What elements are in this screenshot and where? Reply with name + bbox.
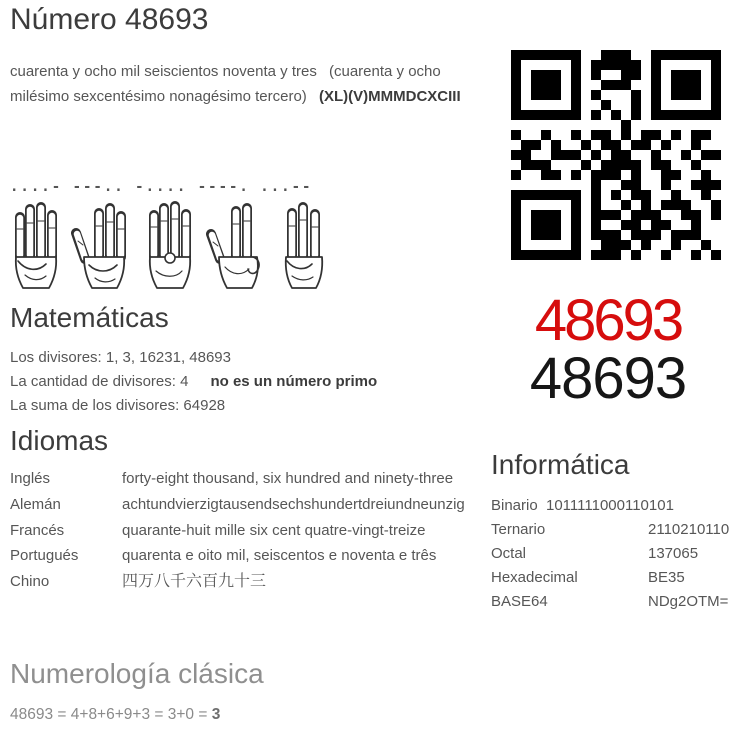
base-value: NDg2OTM= [648, 593, 729, 610]
hand-signs [4, 201, 336, 289]
base-label: Octal [491, 545, 527, 562]
language-value: 四万八千六百九十三 [122, 573, 267, 591]
table-row [10, 569, 470, 595]
divisor-sum-line: La suma de los divisores: 64928 [10, 397, 226, 415]
table-row [491, 494, 743, 518]
hand-sign-6-icon [138, 201, 202, 289]
base-label: Ternario [491, 521, 546, 538]
hand-sign-4-icon [4, 201, 68, 289]
equation-result: 3 [211, 706, 221, 723]
base-value: BE35 [648, 569, 685, 586]
description-ordinal: (cuarenta y ocho milésimo sexcentésimo nonagésimo tercero) [10, 63, 441, 105]
language-value: quarenta e oito mil, seiscentos e noventa e três [122, 547, 437, 565]
table-row [491, 518, 743, 542]
language-label: Francés [10, 521, 65, 539]
base-label: Binario [491, 497, 538, 514]
equation-prefix: 48693 = 4+8+6+9+3 = 3+0 = [10, 706, 212, 723]
description-words: cuarenta y ocho mil seiscientos noventa y tres [10, 63, 317, 80]
base-label: BASE64 [491, 593, 548, 610]
not-prime-note: no es un número primo [210, 373, 378, 391]
language-value: achtundvierzigtausendsechshundertdreiundneunzig [122, 495, 465, 513]
language-value: forty-eight thousand, six hundred and ninety-three [122, 470, 454, 487]
language-label: Inglés [10, 470, 51, 487]
language-label: Alemán [10, 495, 61, 513]
morse-code: ....- ---.. -.... ----. ...-- [10, 179, 313, 195]
language-label: Portugués [10, 547, 79, 565]
hand-sign-8-icon [71, 201, 135, 289]
hand-sign-3-icon [272, 201, 336, 289]
table-row [10, 466, 470, 492]
base-value: 2110210110 [648, 521, 730, 538]
language-value: quarante-huit mille six cent quatre-vingt-treize [122, 521, 426, 539]
divisor-count-text: La cantidad de divisores: 4 [10, 373, 189, 391]
section-heading-idiomas: Idiomas [10, 425, 109, 456]
base-value: 1011111000110101 [546, 497, 674, 514]
number-display-black: 48693 [529, 346, 687, 411]
table-row [10, 518, 470, 544]
hand-sign-9-icon [205, 201, 269, 289]
language-label: Chino [10, 573, 50, 591]
table-row [491, 566, 743, 590]
qr-code [511, 50, 721, 260]
base-label: Hexadecimal [491, 569, 578, 586]
base-value: 137065 [648, 545, 699, 562]
number-description [10, 60, 482, 109]
table-row [10, 492, 470, 518]
table-row [10, 543, 470, 569]
table-row [491, 590, 743, 614]
section-heading-matematicas: Matemáticas [10, 302, 169, 333]
computing-table [491, 494, 743, 614]
languages-table [10, 466, 470, 595]
table-row [491, 542, 743, 566]
number-display-red: 48693 [534, 288, 682, 353]
numerology-equation [10, 706, 220, 724]
section-heading-informatica: Informática [491, 449, 630, 480]
description-roman: (XL)(V)MMMDCXCIII [318, 87, 461, 105]
divisors-line: Los divisores: 1, 3, 16231, 48693 [10, 349, 231, 366]
divisor-count-line [10, 370, 377, 394]
section-heading-numerologia: Numerología clásica [10, 658, 264, 689]
page-title: Número 48693 [10, 3, 209, 36]
